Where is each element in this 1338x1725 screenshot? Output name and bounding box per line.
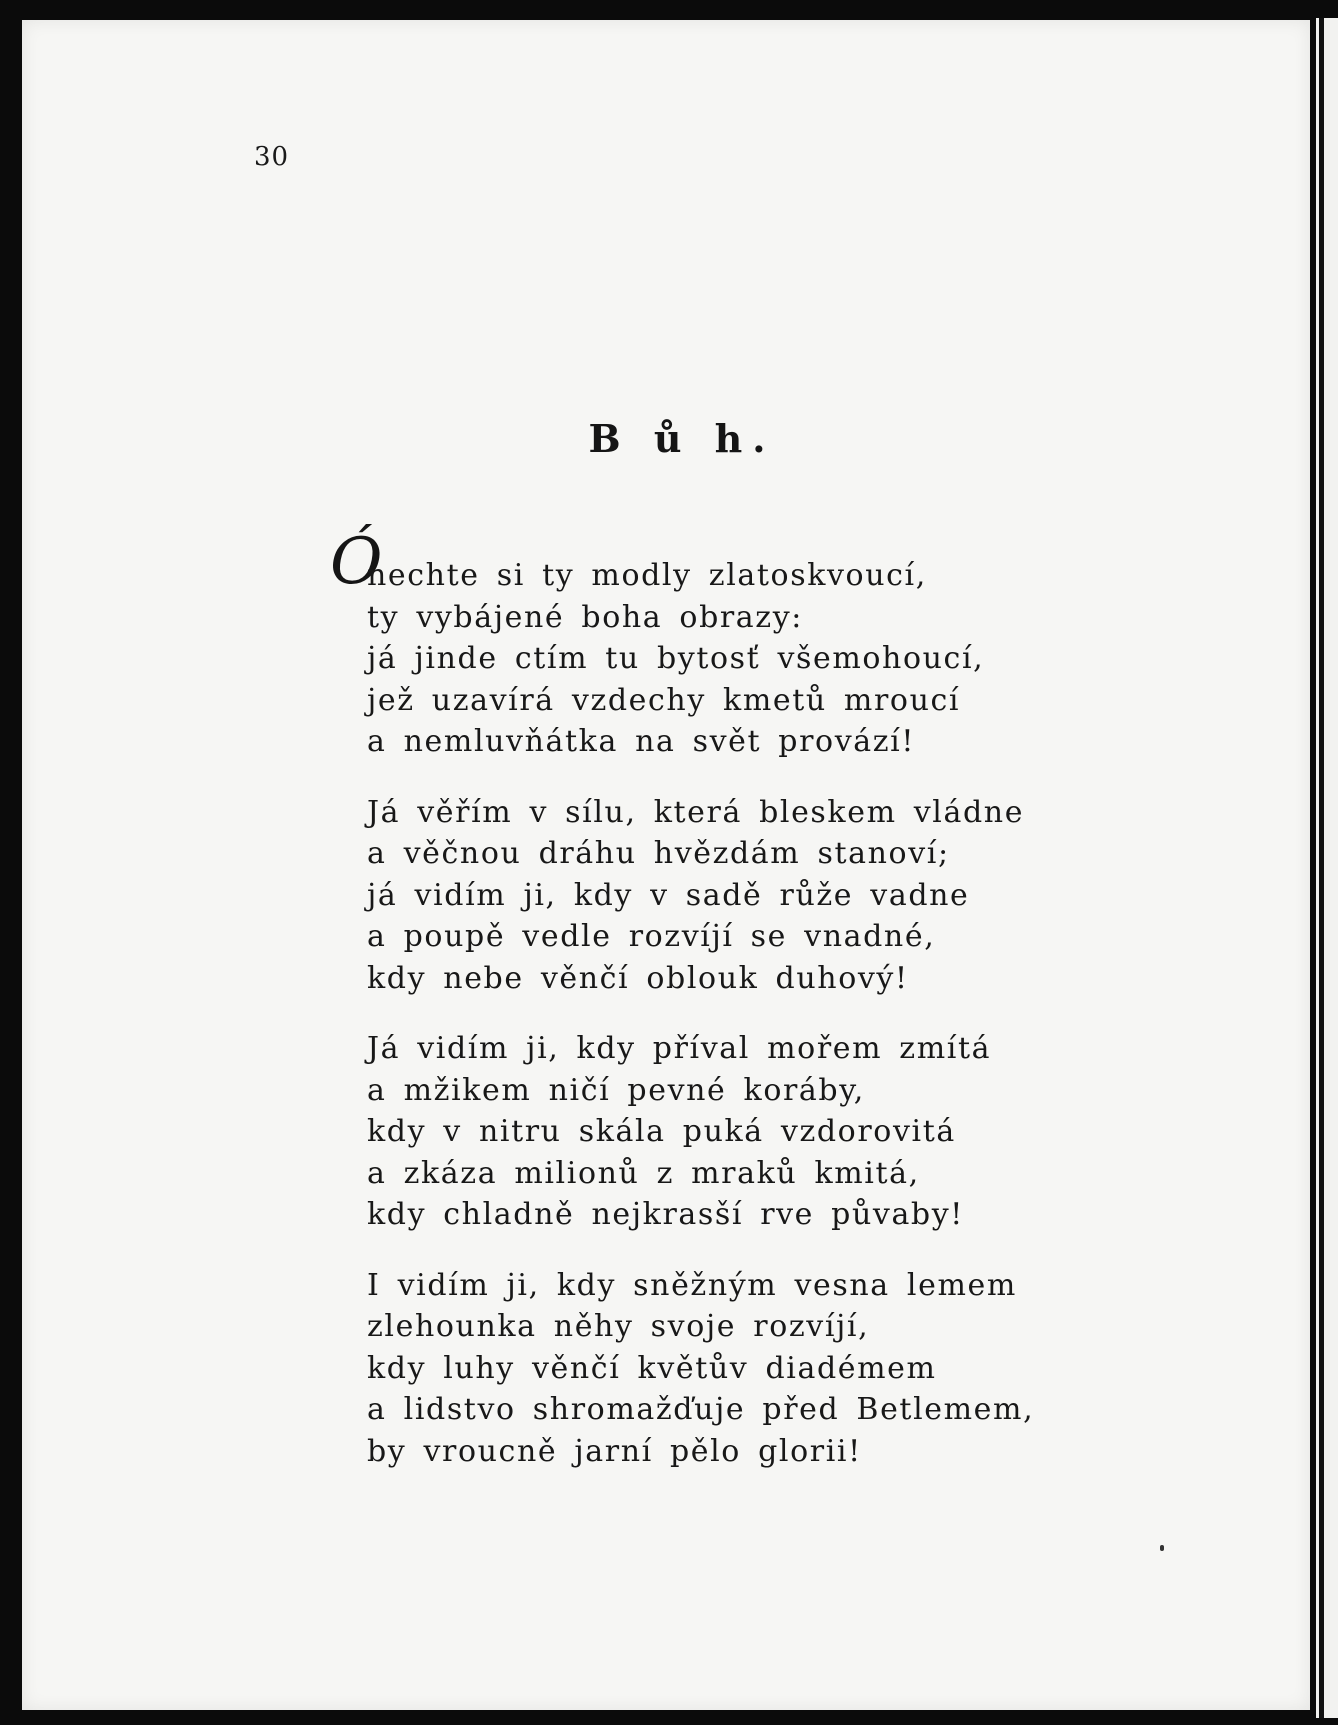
poem-line: jež uzavírá vzdechy kmetů mroucí bbox=[367, 682, 961, 718]
page-number: 30 bbox=[254, 142, 290, 172]
poem-line: a mžikem ničí pevné koráby, bbox=[367, 1072, 865, 1108]
poem-line: a nemluvňátka na svět provází! bbox=[367, 724, 916, 759]
drop-initial: Ó bbox=[330, 525, 383, 599]
poem-line: a věčnou dráhu hvězdám stanoví; bbox=[367, 836, 950, 871]
poem-title: B ů h. bbox=[588, 416, 776, 461]
stanza-4 bbox=[367, 1265, 1035, 1473]
poem-line: kdy v nitru skála puká vzdorovitá bbox=[367, 1114, 956, 1149]
poem-line: kdy nebe věnčí oblouk duhový! bbox=[367, 960, 909, 996]
poem-line: nechte si ty modly zlatoskvoucí, bbox=[367, 558, 927, 593]
paper-speck bbox=[1160, 1545, 1164, 1551]
poem-body bbox=[367, 555, 1035, 1501]
poem-line: ty vybájené boha obrazy: bbox=[367, 599, 803, 635]
stanza-1 bbox=[367, 555, 1027, 763]
poem-line: a lidstvo shromažďuje před Betlemem, bbox=[367, 1392, 1035, 1427]
poem-line: Já vidím ji, kdy příval mořem zmítá bbox=[367, 1031, 992, 1066]
binding-edge-line bbox=[1319, 18, 1324, 1718]
poem-line: I vidím ji, kdy sněžným vesna lemem bbox=[367, 1267, 1017, 1303]
poem-line: kdy luhy věnčí květův diadémem bbox=[367, 1350, 937, 1386]
poem-line: a poupě vedle rozvíjí se vnadné, bbox=[367, 919, 936, 954]
poem-line: já vidím ji, kdy v sadě růže vadne bbox=[367, 877, 970, 913]
stanza-2 bbox=[367, 792, 1027, 1000]
poem-line: Já věřím v sílu, která bleskem vládne bbox=[367, 794, 1025, 830]
poem-line: já jinde ctím tu bytosť všemohoucí, bbox=[367, 641, 985, 676]
poem-line: zlehounka něhy svoje rozvíjí, bbox=[367, 1309, 870, 1344]
poem-line: a zkáza milionů z mraků kmitá, bbox=[367, 1155, 920, 1191]
poem-line: kdy chladně nejkrasší rve půvaby! bbox=[367, 1197, 964, 1232]
poem-line: by vroucně jarní pělo glorii! bbox=[367, 1433, 862, 1469]
stanza-3 bbox=[367, 1028, 1027, 1236]
